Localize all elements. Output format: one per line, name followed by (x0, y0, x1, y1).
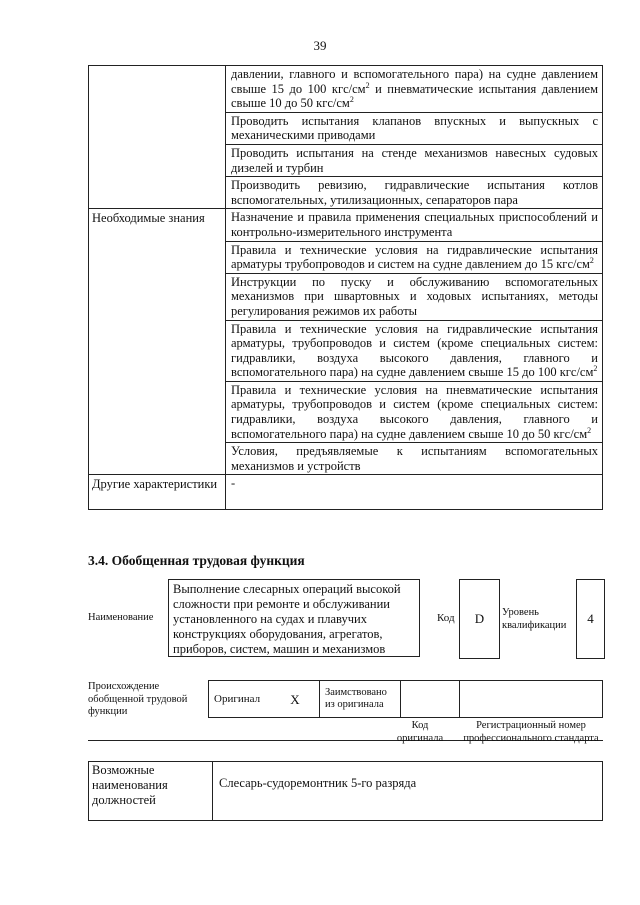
registration-number-cell (460, 681, 603, 718)
superscript: 2 (365, 80, 370, 90)
positions-label: Возможные наименования должностей (89, 762, 213, 821)
table-row (89, 475, 603, 510)
knowledge-cell (226, 320, 603, 381)
origin-label: Происхождение обобщенной трудовой функции (88, 681, 188, 717)
cell-text: и пневматические испытания давлением свыше 10 до 50 кгс/см (231, 81, 598, 111)
knowledge-cell (226, 273, 603, 320)
other-characteristics-label: Другие характеристики (89, 475, 226, 510)
cell-text: Правила и технические условия на пневматические испытания арматуры, трубопроводов и систем (кроме специальных систем: гидравлики, воздуха высокого давления, главного и вспомогательного пара) на судне давлением свыше 10 до 50 кгс/см (231, 382, 598, 441)
superscript: 2 (349, 95, 354, 105)
borrowed-label: Заимствовано из оригинала (320, 681, 401, 718)
qualification-level-value: 4 (576, 579, 605, 659)
table-row (89, 66, 603, 113)
function-code-value: D (459, 579, 500, 659)
cell-text: Правила и технические условия на гидравлические испытания арматуры, трубопроводов и систем (кроме специальных систем: гидравлики, воздуха высокого давления, главного и вспомогательного пара) на судне давлением свыше 15 до 100 кгс/см (231, 321, 598, 380)
other-characteristics-value: - (226, 475, 603, 510)
superscript: 2 (587, 425, 592, 435)
knowledge-label: Необходимые знания (89, 209, 226, 475)
positions-table (88, 761, 603, 821)
cell-text: Условия, предъявляемые к испытаниям вспомогательных механизмов и устройств (231, 444, 598, 473)
cell-text: Проводить испытания клапанов впускных и выпускных с механическими приводами (231, 113, 598, 143)
superscript: 2 (593, 364, 598, 374)
skill-cell (226, 112, 603, 144)
original-code-cell (401, 681, 460, 718)
skill-cell (226, 144, 603, 176)
original-label: Оригинал (209, 681, 272, 718)
qualification-level-label: Уровень квалификации (502, 607, 567, 631)
knowledge-cell (226, 209, 603, 241)
registration-number-caption: Регистрационный номер профессионального стандарта (463, 720, 599, 744)
superscript: 2 (589, 256, 594, 266)
function-name-value: Выполнение слесарных операций высокой сложности при ремонте и обслуживании установленного на судах и плавучих конструкциях оборудования, агрегатов, приборов, систем, машин и механизмов (168, 579, 420, 657)
cell-text: Инструкции по пуску и обслуживанию вспомогательных механизмов при швартовных и ходовых испытаниях, методы регулирования режимов их работы (231, 274, 598, 318)
section-title: 3.4. Обобщенная трудовая функция (88, 553, 305, 568)
cell-text: Назначение и правила применения специальных приспособлений и контрольно-измерительного инструмента (231, 210, 598, 239)
cell-text: Проводить испытания на стенде механизмов навесных судовых дизелей и турбин (231, 145, 598, 175)
origin-table (208, 680, 603, 718)
table-row (89, 209, 603, 241)
skills-knowledge-table (88, 65, 603, 510)
original-mark: X (271, 681, 320, 718)
skill-cell (226, 177, 603, 209)
code-original-caption: Код оригинала (396, 720, 444, 744)
empty-label-cell (89, 66, 226, 209)
skill-cell (226, 66, 603, 113)
cell-text: Производить ревизию, гидравлические испытания котлов вспомогательных, утилизационных, сепараторов пара (231, 178, 598, 207)
name-label: Наименование (88, 612, 154, 623)
code-label: Код (437, 612, 455, 624)
knowledge-cell (226, 241, 603, 273)
knowledge-cell (226, 443, 603, 475)
cell-text: Правила и технические условия на гидравлические испытания арматуры трубопроводов и систем на судне давлением до 15 кгс/см (231, 242, 598, 272)
positions-value: Слесарь-судоремонтник 5-го разряда (213, 762, 603, 821)
knowledge-cell (226, 381, 603, 442)
page-number: 39 (313, 38, 327, 53)
cell-text: давлении, главного и вспомогательного пара) на судне давлением свыше 15 до 100 кгс/см (231, 67, 598, 96)
